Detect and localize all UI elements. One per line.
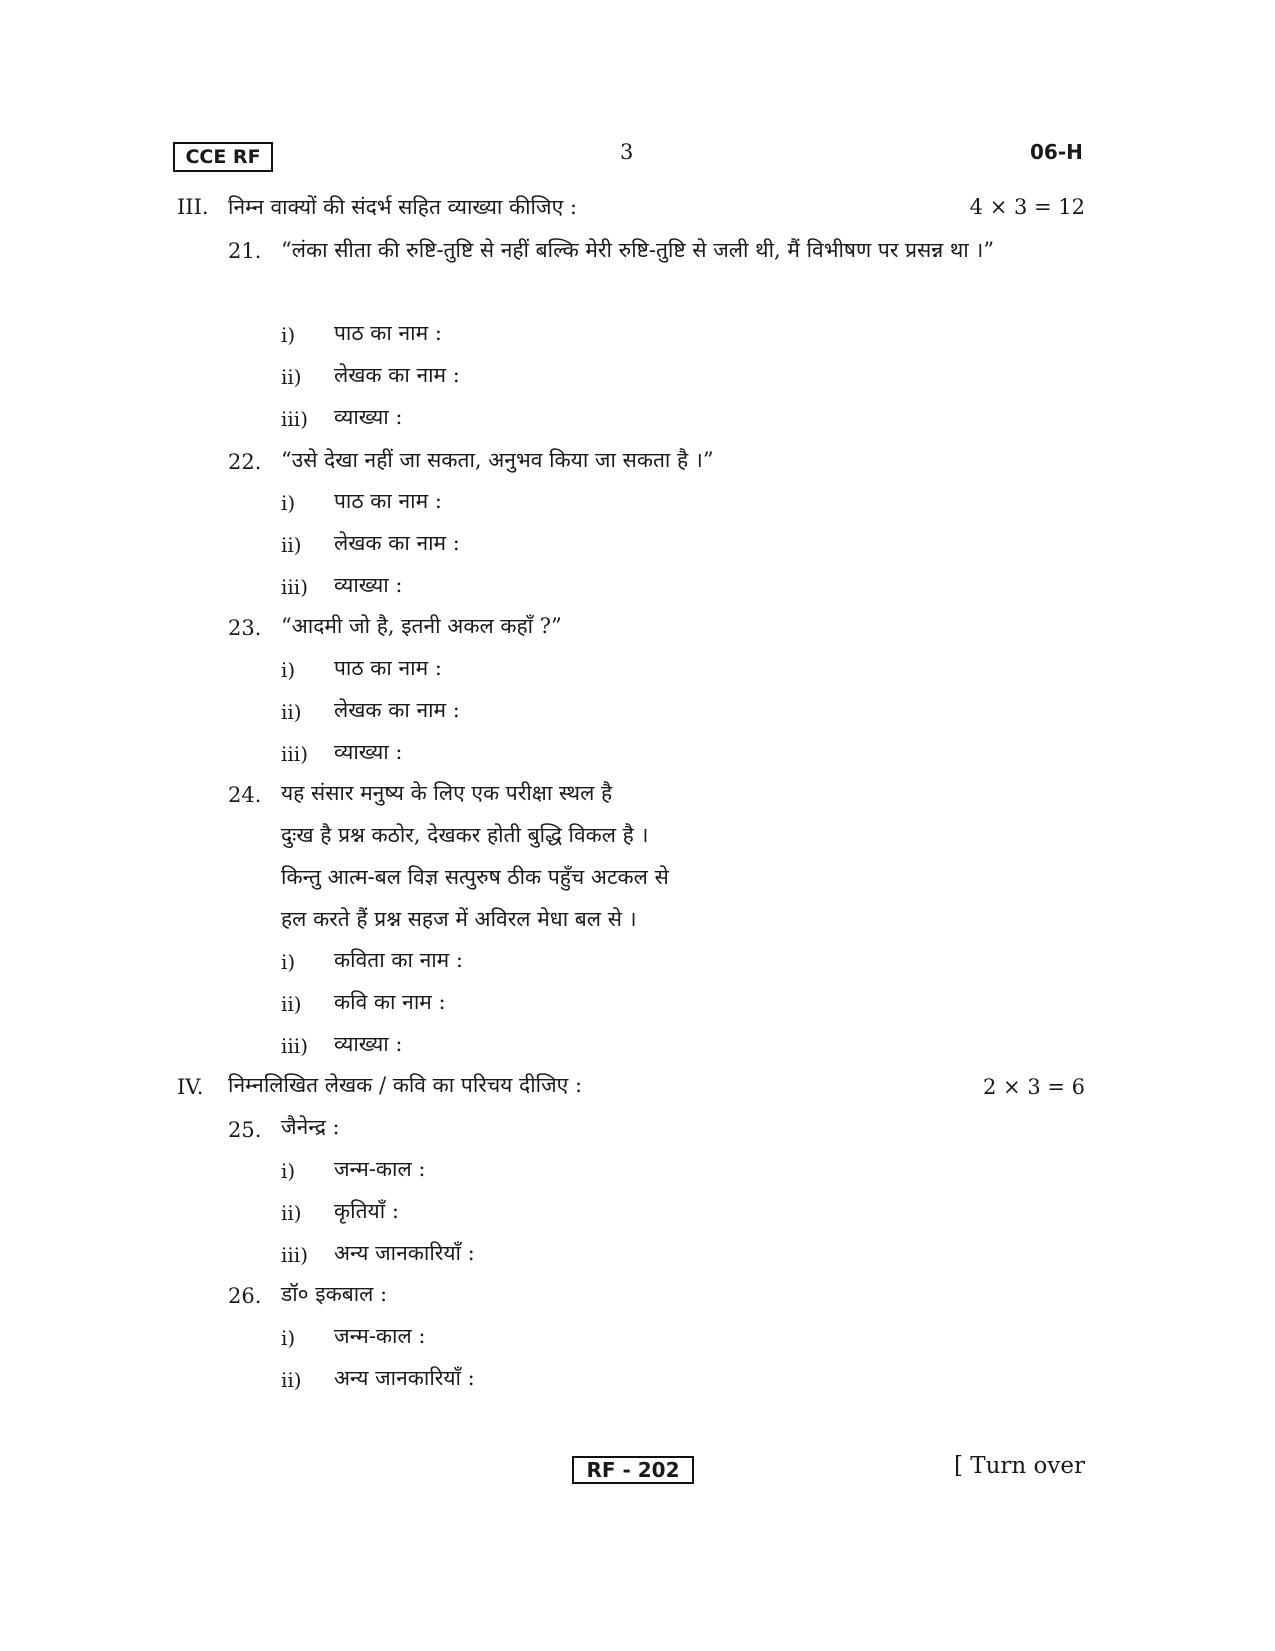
- q25-sub-1-text: जन्म-काल :: [334, 1157, 426, 1181]
- question-23-text: “आदमी जो है, इतनी अकल कहाँ ?”: [281, 614, 562, 638]
- q22-sub-2-num: ii): [281, 533, 302, 557]
- q23-sub-2-num: ii): [281, 700, 302, 724]
- header-code-box: CCE RF: [173, 142, 273, 172]
- footer-code-box: RF - 202: [572, 1456, 694, 1484]
- q25-sub-1-num: i): [281, 1159, 296, 1183]
- section-3-title: निम्न वाक्यों की संदर्भ सहित व्याख्या कीजिए :: [228, 195, 577, 219]
- section-4-title: निम्नलिखित लेखक / कवि का परिचय दीजिए :: [228, 1073, 583, 1097]
- page-number: 3: [620, 140, 634, 164]
- q25-sub-2-text: कृतियाँ :: [334, 1199, 399, 1223]
- q25-sub-2-num: ii): [281, 1201, 302, 1225]
- q22-sub-1-text: पाठ का नाम :: [334, 489, 442, 513]
- q21-sub-3-text: व्याख्या :: [334, 405, 403, 429]
- q26-sub-1-text: जन्म-काल :: [334, 1324, 426, 1348]
- paper-code: 06-H: [1030, 140, 1083, 164]
- q21-sub-2-text: लेखक का नाम :: [334, 363, 460, 387]
- q22-sub-3-num: iii): [281, 575, 308, 599]
- question-26-text: डॉ० इकबाल :: [281, 1282, 388, 1306]
- q26-sub-2-text: अन्य जानकारियाँ :: [334, 1366, 475, 1390]
- q24-sub-1-num: i): [281, 950, 296, 974]
- q24-sub-3-text: व्याख्या :: [334, 1032, 403, 1056]
- question-26-number: 26.: [228, 1284, 262, 1308]
- q24-sub-1-text: कविता का नाम :: [334, 948, 463, 972]
- question-22-number: 22.: [228, 450, 262, 474]
- q21-sub-3-num: iii): [281, 407, 308, 431]
- q24-sub-2-text: कवि का नाम :: [334, 990, 446, 1014]
- q22-sub-1-num: i): [281, 491, 296, 515]
- question-21-text: “लंका सीता की रुष्टि-तुष्टि से नहीं बल्कि मेरी रुष्टि-तुष्टि से जली थी, मैं विभीषण पर प्रसन्न था ।”: [281, 238, 995, 262]
- section-4-number: IV.: [177, 1075, 204, 1099]
- section-4-marks: 2 × 3 = 6: [983, 1075, 1085, 1099]
- section-3-number: III.: [177, 195, 209, 219]
- q24-sub-3-num: iii): [281, 1034, 308, 1058]
- question-22-text: “उसे देखा नहीं जा सकता, अनुभव किया जा सकता है ।”: [281, 448, 714, 472]
- q23-sub-1-num: i): [281, 658, 296, 682]
- q21-sub-2-num: ii): [281, 365, 302, 389]
- question-23-number: 23.: [228, 616, 262, 640]
- question-24-line-2: दुःख है प्रश्न कठोर, देखकर होती बुद्धि विकल है ।: [281, 823, 649, 847]
- question-25-number: 25.: [228, 1118, 262, 1142]
- q21-sub-1-num: i): [281, 323, 296, 347]
- q23-sub-1-text: पाठ का नाम :: [334, 656, 442, 680]
- question-21-number: 21.: [228, 239, 262, 263]
- question-24-line-3: किन्तु आत्म-बल विज्ञ सत्पुरुष ठीक पहुँच अटकल से: [281, 865, 669, 889]
- q25-sub-3-text: अन्य जानकारियाँ :: [334, 1241, 475, 1265]
- question-24-number: 24.: [228, 783, 262, 807]
- q26-sub-1-num: i): [281, 1326, 296, 1350]
- q21-sub-1-text: पाठ का नाम :: [334, 321, 442, 345]
- q22-sub-2-text: लेखक का नाम :: [334, 531, 460, 555]
- question-25-text: जैनेन्द्र :: [281, 1115, 340, 1139]
- section-3-marks: 4 × 3 = 12: [969, 195, 1085, 219]
- q23-sub-3-text: व्याख्या :: [334, 740, 403, 764]
- turn-over-label: [ Turn over: [953, 1453, 1085, 1479]
- question-24-line-1: यह संसार मनुष्य के लिए एक परीक्षा स्थल है: [281, 781, 613, 805]
- q23-sub-3-num: iii): [281, 742, 308, 766]
- q26-sub-2-num: ii): [281, 1368, 302, 1392]
- q24-sub-2-num: ii): [281, 992, 302, 1016]
- q25-sub-3-num: iii): [281, 1243, 308, 1267]
- q22-sub-3-text: व्याख्या :: [334, 573, 403, 597]
- q23-sub-2-text: लेखक का नाम :: [334, 698, 460, 722]
- question-24-line-4: हल करते हैं प्रश्न सहज में अविरल मेधा बल से ।: [281, 907, 637, 931]
